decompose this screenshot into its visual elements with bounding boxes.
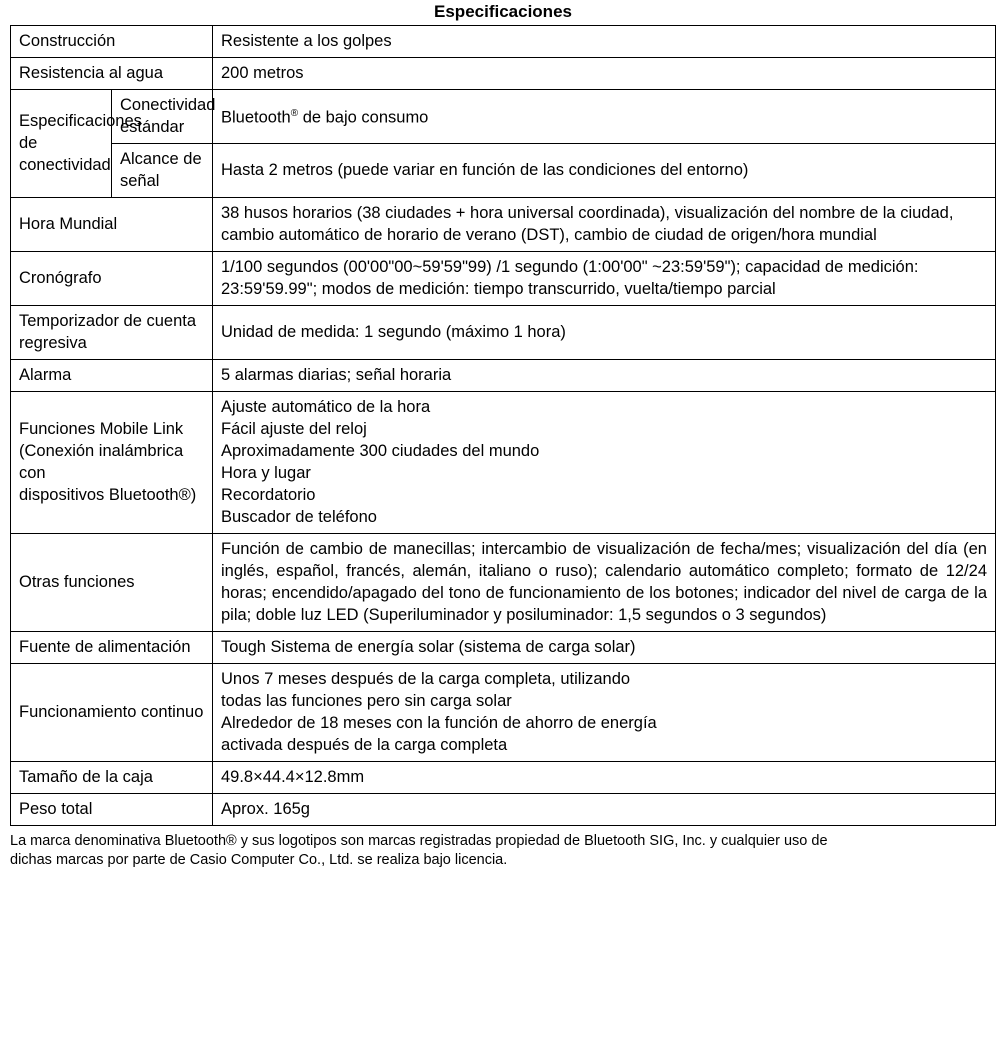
table-row xyxy=(11,58,996,90)
row-value: 200 metros xyxy=(213,58,996,90)
value-line: Fácil ajuste del reloj xyxy=(221,420,367,438)
row-label xyxy=(11,392,213,534)
row-sublabel: Conectividad estándar xyxy=(112,90,213,144)
row-label: Hora Mundial xyxy=(11,198,213,252)
row-value: Función de cambio de manecillas; intercambio de visualización de fecha/mes; visualización del día (en inglés, español, francés, alemán, italiano o ruso); calendario automático completo; formato de 12/24 horas; encendido/apagado del tono de funcionamiento de los botones; indicador del nivel de carga de la pila; doble luz LED (Superiluminador y posiluminador: 1,5 segundos o 3 segundos) xyxy=(213,534,996,632)
row-value xyxy=(213,90,996,144)
table-row xyxy=(11,26,996,58)
table-row xyxy=(11,664,996,762)
table-row xyxy=(11,144,996,198)
row-label: Otras funciones xyxy=(11,534,213,632)
row-label: Fuente de alimentación xyxy=(11,632,213,664)
value-line: Hora y lugar xyxy=(221,464,311,482)
table-row xyxy=(11,632,996,664)
row-label: Temporizador de cuenta regresiva xyxy=(11,306,213,360)
table-row xyxy=(11,794,996,826)
label-line: Funciones Mobile Link xyxy=(19,420,184,438)
trademark-footnote xyxy=(10,832,990,870)
specifications-table xyxy=(10,25,996,826)
footnote-line: dichas marcas por parte de Casio Computer Co., Ltd. se realiza bajo licencia. xyxy=(10,852,508,868)
row-label: Tamaño de la caja xyxy=(11,762,213,794)
table-row xyxy=(11,392,996,534)
registered-mark: ® xyxy=(290,108,299,120)
row-value: 5 alarmas diarias; señal horaria xyxy=(213,360,996,392)
row-label: Peso total xyxy=(11,794,213,826)
bluetooth-text: Bluetooth xyxy=(221,108,291,127)
row-label: Alarma xyxy=(11,360,213,392)
bluetooth-text-suffix: de bajo consumo xyxy=(298,108,429,127)
row-sublabel: Alcance de señal xyxy=(112,144,213,198)
row-value: Unidad de medida: 1 segundo (máximo 1 hora) xyxy=(213,306,996,360)
row-value: 38 husos horarios (38 ciudades + hora universal coordinada), visualización del nombre de la ciudad, cambio automático de horario de verano (DST), cambio de ciudad de origen/hora mundial xyxy=(213,198,996,252)
value-line: Unos 7 meses después de la carga completa, utilizando xyxy=(221,670,631,688)
table-row xyxy=(11,360,996,392)
row-value xyxy=(213,392,996,534)
row-label: Cronógrafo xyxy=(11,252,213,306)
row-value: 49.8×44.4×12.8mm xyxy=(213,762,996,794)
table-row xyxy=(11,198,996,252)
row-label: Especificaciones de conectividad xyxy=(11,90,112,198)
value-line: Aproximadamente 300 ciudades del mundo xyxy=(221,442,540,460)
footnote-line: La marca denominativa Bluetooth® y sus logotipos son marcas registradas propiedad de Bluetooth SIG, Inc. y cualquier uso de xyxy=(10,833,828,849)
row-label: Construcción xyxy=(11,26,213,58)
row-value: Aprox. 165g xyxy=(213,794,996,826)
table-row xyxy=(11,306,996,360)
row-label: Resistencia al agua xyxy=(11,58,213,90)
row-value: Hasta 2 metros (puede variar en función de las condiciones del entorno) xyxy=(213,144,996,198)
row-value xyxy=(213,664,996,762)
page-title: Especificaciones xyxy=(434,2,572,21)
value-line: Alrededor de 18 meses con la función de ahorro de energía xyxy=(221,714,657,732)
row-value: Tough Sistema de energía solar (sistema de carga solar) xyxy=(213,632,996,664)
value-line: Buscador de teléfono xyxy=(221,508,377,526)
row-value: 1/100 segundos (00'00"00~59'59"99) /1 segundo (1:00'00" ~23:59'59"); capacidad de medición: 23:59'59.99"; modos de medición: tiempo transcurrido, vuelta/tiempo parcial xyxy=(213,252,996,306)
value-line: Ajuste automático de la hora xyxy=(221,398,431,416)
value-line: activada después de la carga completa xyxy=(221,736,508,754)
label-line: (Conexión inalámbrica con xyxy=(19,442,184,482)
table-row xyxy=(11,252,996,306)
row-value: Resistente a los golpes xyxy=(213,26,996,58)
value-line: todas las funciones pero sin carga solar xyxy=(221,692,512,710)
value-line: Recordatorio xyxy=(221,486,316,504)
row-label: Funcionamiento continuo xyxy=(11,664,213,762)
table-row xyxy=(11,90,996,144)
table-row xyxy=(11,534,996,632)
label-line: dispositivos Bluetooth®) xyxy=(19,486,197,504)
table-row xyxy=(11,762,996,794)
